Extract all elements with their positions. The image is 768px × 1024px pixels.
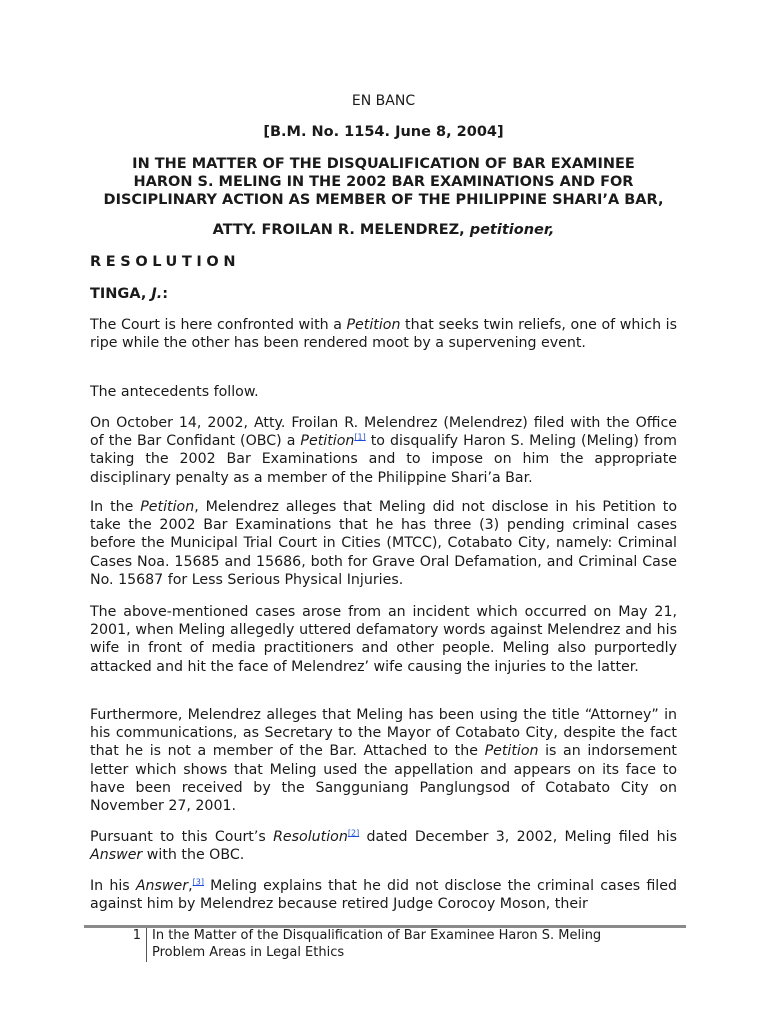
text: In his	[90, 878, 136, 894]
text: , Melendrez alleges that Meling did not disclose in his Petition to take the 2002 Bar Examinations that he has three (3) pending criminal cases before the Municipal Trial Court in Cities (MTCC), Cotabato City, namely: Criminal Cases Noa. 15685 and 15686, both for Grave Oral Defamation, and Criminal Case No. 15687 for Less Serious Physical Injuries.	[90, 499, 677, 588]
text: On October 14, 2002, Atty. Froilan R. Melendrez (Melendrez) filed with the Office of the Bar Confidant (OBC) a	[90, 415, 677, 450]
text: to disqualify Haron S. Meling (Meling) from taking the 2002 Bar Examinations and to impose on him the appropriate disciplinary penalty as a member of the Philippine Shari’a Bar.	[90, 433, 677, 486]
ponente-name: TINGA,	[90, 286, 147, 302]
emphasis: Petition	[300, 433, 355, 450]
paragraph	[90, 316, 677, 352]
footnote-link[interactable]: [3]	[192, 877, 204, 887]
petitioner-name: ATTY. FROILAN R. MELENDREZ,	[212, 222, 465, 238]
footer-line: In the Matter of the Disqualification of Bar Examinee Haron S. Meling	[152, 928, 602, 943]
text: is an indorsement letter which shows that Meling used the appellation and appears on its face to have been received by the Sangguniang Panglungsod of Cotabato City on November 27, 2001.	[90, 743, 677, 815]
paragraph	[90, 877, 677, 913]
text: ,	[188, 878, 193, 894]
case-title-line: IN THE MATTER OF THE DISQUALIFICATION OF BAR EXAMINEE	[132, 156, 635, 172]
footer-text	[152, 928, 601, 961]
emphasis: Petition	[346, 317, 401, 333]
footer-line: Problem Areas in Legal Ethics	[152, 944, 345, 960]
case-title-line: DISCIPLINARY ACTION AS MEMBER OF THE PHILIPPINE SHARI’A BAR,	[103, 192, 664, 208]
footnote-link[interactable]: [1]	[354, 432, 366, 442]
ponente-colon: :	[162, 286, 169, 302]
text: Meling explains that he did not disclose the criminal cases filed against him by Melendrez because retired Judge Corocoy Moson, their	[90, 878, 677, 913]
footnote-link[interactable]: [2]	[347, 828, 360, 838]
resolution-heading: RESOLUTION	[90, 254, 241, 270]
emphasis: Answer	[135, 878, 189, 894]
text: Pursuant to this Court’s	[90, 829, 274, 845]
text: Furthermore, Melendrez alleges that Meling has been using the title “Attorney” in his communications, as Secretary to the Mayor of Cotabato City, despite the fact that he is not a member of the Bar. Attached to the	[90, 707, 677, 760]
ponente	[90, 286, 168, 302]
paragraph	[90, 706, 677, 815]
emphasis: Resolution	[273, 829, 348, 845]
case-title-line: HARON S. MELING IN THE 2002 BAR EXAMINATIONS AND FOR	[133, 174, 634, 190]
text: that seeks twin reliefs, one of which is ripe while the other has been rendered moot by a supervening event.	[90, 317, 677, 352]
emphasis: Petition	[484, 743, 539, 760]
text: with the OBC.	[142, 847, 245, 864]
paragraph	[90, 828, 677, 864]
petitioner-line	[90, 222, 677, 238]
court-division: EN BANC	[351, 93, 416, 109]
ponente-suffix: J.	[151, 286, 163, 302]
case-title	[90, 155, 677, 209]
text: The Court is here confronted with a	[90, 317, 347, 333]
paragraph	[90, 498, 677, 589]
petitioner-role: petitioner,	[469, 222, 555, 238]
paragraph	[90, 414, 677, 487]
text: In the	[90, 499, 141, 515]
case-reference: [B.M. No. 1154. June 8, 2004]	[263, 124, 504, 140]
page-number: 1	[132, 928, 141, 943]
text: dated December 3, 2002, Meling filed his	[359, 829, 677, 845]
paragraph: The above-mentioned cases arose from an incident which occurred on May 21, 2001, when Meling allegedly uttered defamatory words against Melendrez and his wife in front of media practitioners and other people. Meling also purportedly attacked and hit the face of Melendrez’ wife causing the injuries to the latter.	[90, 604, 677, 675]
paragraph: The antecedents follow.	[90, 384, 259, 400]
footer-divider	[146, 928, 147, 962]
emphasis: Answer	[90, 847, 143, 864]
emphasis: Petition	[140, 499, 195, 515]
